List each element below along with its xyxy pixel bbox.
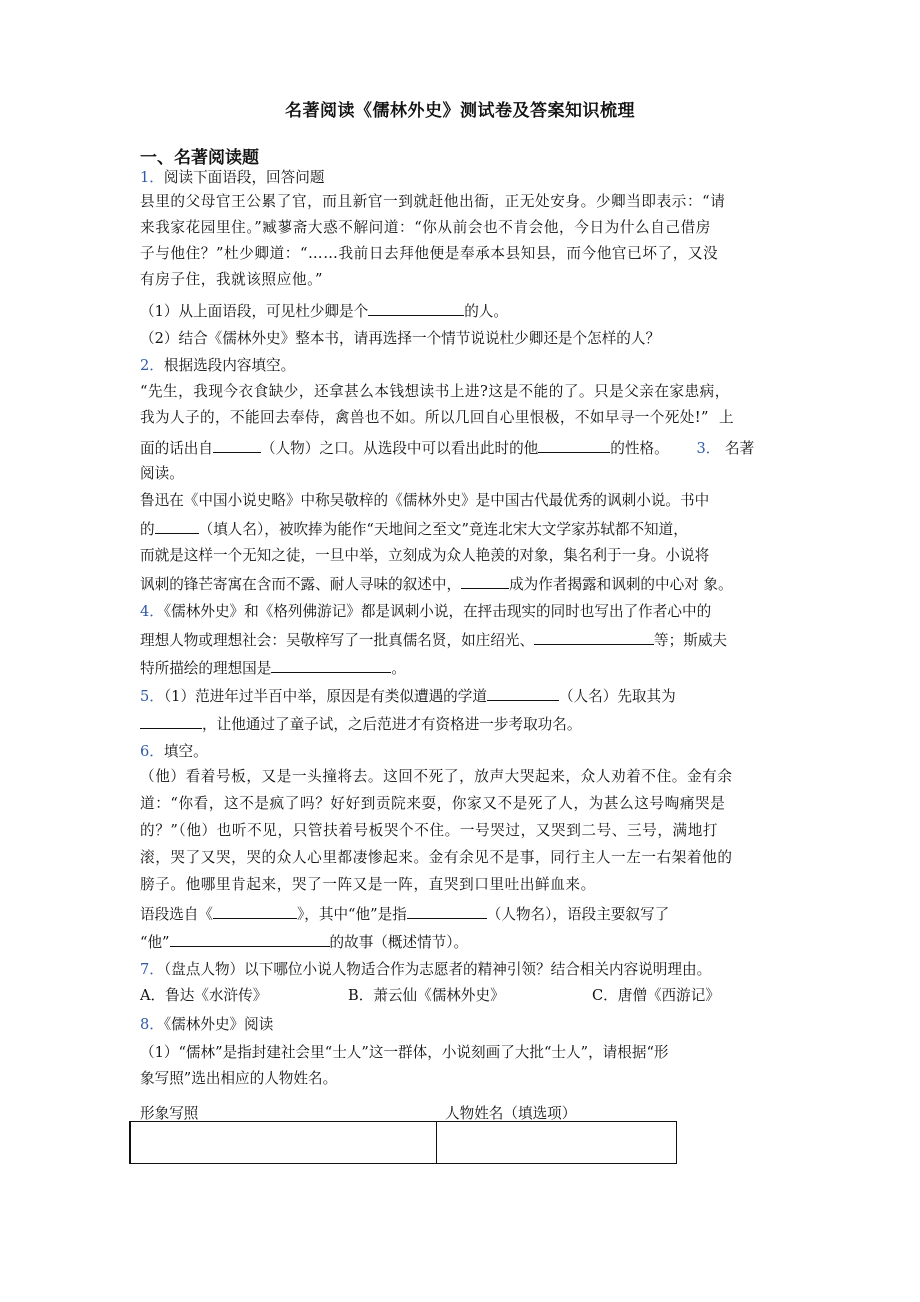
- q3-center-blank[interactable]: [461, 574, 509, 589]
- page-title: 名著阅读《儒林外史》测试卷及答案知识梳理: [285, 101, 635, 121]
- q4-line-2: [140, 630, 727, 651]
- q3-prompt-line: 阅读。: [140, 465, 184, 482]
- q4-number: 4．: [140, 603, 164, 620]
- q3-prompt-a: 名著: [725, 440, 755, 457]
- q2-number: 2．: [140, 357, 164, 374]
- q3-name-blank[interactable]: [155, 519, 199, 534]
- q3-passage-line-1: 鲁迅在《中国小说史略》中称吴敬梓的《儒林外史》是中国古代最优秀的讽刺小说。书中: [140, 492, 710, 509]
- q7-prompt-line: [140, 960, 711, 980]
- q4-text-3b: 。: [391, 660, 406, 677]
- q6-passage-line-5: 膀子。他哪里肯起来，哭了一阵又是一阵，直哭到口里吐出鲜血来。: [140, 876, 596, 893]
- q6-prompt-line: [140, 742, 208, 762]
- q5-text-1b: （人名）先取其为: [558, 688, 676, 705]
- q2-fill-line: [140, 438, 754, 459]
- q2-passage-line-1: “先生，我现今衣食缺少，还拿甚么本钱想读书上进?这是不能的了。只是父亲在家患病，: [140, 383, 730, 400]
- q6-f1-c: （人物名），语段主要叙写了: [486, 906, 670, 923]
- q5-line-2: [140, 714, 581, 735]
- q8-number: 8．: [140, 1016, 164, 1033]
- q5-rank-blank[interactable]: [140, 714, 202, 729]
- q2-fill-a: 面的话出自: [140, 440, 213, 457]
- q1-s1-tail: 的人。: [464, 303, 508, 320]
- q3-p4-b: 成为作者揭露和讽刺的中心对 象。: [509, 576, 733, 593]
- q1-passage-line-3: 子与他住？”杜少卿道：“……我前日去拜他便是奉承本县知县，而今他官已坏了，又没: [140, 245, 719, 262]
- q1-subquestion-2: （2）结合《儒林外史》整本书，请再选择一个情节说说杜少卿还是个怎样的人？: [140, 330, 661, 347]
- q3-p2-a: 的: [140, 521, 155, 538]
- q6-number: 6．: [140, 743, 164, 760]
- q2-person-blank[interactable]: [213, 438, 261, 453]
- q1-prompt: 阅读下面语段，回答问题: [163, 169, 325, 186]
- q4-line-3: [140, 658, 406, 679]
- q3-passage-line-3: 而就是这样一个无知之徒，一旦中举，立刻成为众人艳羡的对象，集名利于一身。小说将: [140, 547, 710, 564]
- q6-book-blank[interactable]: [213, 904, 297, 919]
- q8-passage-line-1: （1）“儒林”是指封建社会里“士人”这一群体，小说刻画了大批“士人”，请根据“形: [140, 1044, 669, 1061]
- q1-passage-line-2: 来我家花园里住。”臧蓼斋大惑不解问道：“你从前会也不肯会他，今日为什么自己借房: [140, 219, 711, 236]
- q1-subquestion-1: [140, 301, 508, 322]
- q1-passage-line-4: 有房子住，我就该照应他。”: [140, 271, 324, 288]
- q3-p2-b: （填人名），被吹捧为能作“天地间之至文”竟连北宋大文学家苏轼都不知道，: [198, 521, 688, 538]
- q4-people-blank[interactable]: [534, 630, 654, 645]
- q4-text-3: 特所描绘的理想国是: [140, 660, 272, 677]
- q6-passage-line-2: 道：“你看，这不是疯了吗？好好到贡院来耍，你家又不是死了人，为甚么这号啕痛哭是: [140, 795, 726, 812]
- q7-option-c[interactable]: C．唐僧《西游记》: [592, 987, 720, 1004]
- q3-p4-a: 讽刺的锋芒寄寓在含而不露、耐人寻味的叙述中，: [140, 576, 462, 593]
- q3-passage-line-4: [140, 574, 733, 595]
- q4-text-1: 《儒林外史》和《格列佛游记》都是讽刺小说，在抨击现实的同时也写出了作者心中的: [163, 603, 712, 620]
- q1-passage-line-1: 县里的父母官王公累了官，而且新官一到就赶他出衙，正无处安身。少卿当即表示：“请: [140, 193, 726, 210]
- q1-prompt-line: [140, 168, 324, 188]
- q6-passage-line-1: （他）看着号板，又是一头撞将去。这回不死了，放声大哭起来，众人劝着不住。金有余: [140, 768, 733, 785]
- q6-prompt: 填空。: [163, 743, 208, 760]
- q4-text-2: 理想人物或理想社会：吴敬梓写了一批真儒名贤，如庄绍光、: [140, 632, 535, 649]
- answer-table: [129, 1121, 677, 1164]
- section-heading: 一、名著阅读题: [140, 148, 259, 168]
- q5-text-1: （1）范进年过半百中举，原因是有类似遭遇的学道: [163, 688, 487, 705]
- q5-line-1: [140, 686, 676, 707]
- q8-prompt-line: [140, 1015, 273, 1035]
- q6-fill-line-1: [140, 904, 669, 925]
- q7-number: 7．: [140, 961, 164, 978]
- q5-text-2: ，让他通过了童子试，之后范进才有资格进一步考取功名。: [202, 716, 582, 733]
- q2-prompt: 根据选段内容填空。: [163, 357, 296, 374]
- q6-person-blank[interactable]: [407, 904, 487, 919]
- q1-number: 1．: [140, 169, 164, 186]
- q7-option-a[interactable]: A．鲁达《水浒传》: [140, 987, 268, 1004]
- q3-number: 3．: [696, 440, 721, 457]
- table-col-header-description: 形象写照: [140, 1105, 199, 1122]
- q7-option-b[interactable]: B．萧云仙《儒林外史》: [348, 987, 505, 1004]
- q2-trait-blank[interactable]: [538, 438, 610, 453]
- q6-f2-a: “他”: [140, 934, 170, 951]
- q5-number: 5．: [140, 688, 164, 705]
- table-column-divider: [436, 1122, 437, 1163]
- q5-name-blank[interactable]: [487, 686, 559, 701]
- q6-passage-line-3: 的？”（他）也听不见，只管扶着号板哭个不住。一号哭过，又哭到二号、三号，满地打: [140, 822, 719, 839]
- q4-line-1: [140, 602, 711, 622]
- q2-prompt-line: [140, 356, 295, 376]
- q4-text-2b: 等；斯威夫: [654, 632, 728, 649]
- q6-f1-b: 》，其中“他”是指: [296, 906, 407, 923]
- q7-prompt: （盘点人物）以下哪位小说人物适合作为志愿者的精神引领？结合相关内容说明理由。: [163, 961, 712, 978]
- q2-fill-b: （人物）之口。从选段中可以看出此时的他: [260, 440, 539, 457]
- q1-s1-text: （1）从上面语段，可见杜少卿是个: [140, 303, 369, 320]
- q6-fill-line-2: [140, 932, 468, 953]
- table-col-header-name: 人物姓名（填选项）: [445, 1105, 577, 1122]
- q1-answer-blank[interactable]: [368, 301, 464, 316]
- q2-fill-c: 的性格。: [610, 440, 669, 457]
- q6-f1-a: 语段选自《: [140, 906, 213, 923]
- q2-passage-line-2: [140, 408, 734, 428]
- q6-plot-blank[interactable]: [170, 932, 330, 947]
- q3-passage-line-2: [140, 519, 688, 540]
- q2-passage-text: 我为人子的，不能回去奉侍，禽兽也不如。所以几回自心里恨极，不如早寻一个死处!”: [140, 409, 709, 426]
- q6-passage-line-4: 滚，哭了又哭，哭的众人心里都凄惨起来。金有余见不是事，同行主人一左一右架着他的: [140, 849, 733, 866]
- q8-prompt: 《儒林外史》阅读: [163, 1016, 274, 1033]
- q6-f2-b: 的故事（概述情节）。: [329, 934, 469, 951]
- q8-passage-line-2: 象写照”选出相应的人物姓名。: [140, 1070, 338, 1087]
- q4-country-blank[interactable]: [271, 658, 391, 673]
- q2-passage-tail: 上: [718, 409, 734, 426]
